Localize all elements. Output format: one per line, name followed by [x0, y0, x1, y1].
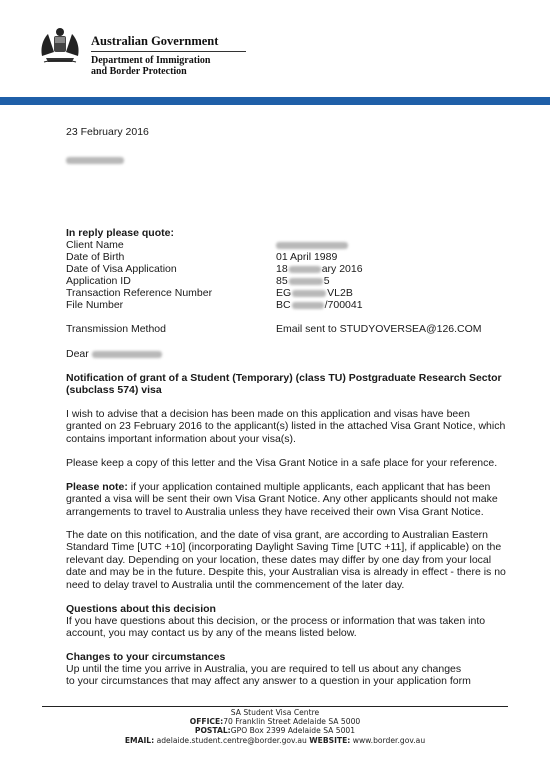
addressee-redacted — [66, 154, 124, 166]
paragraph-changes-line-2: to your circumstances that may affect any answer to a question in your application form — [66, 675, 471, 687]
field-value-application-id: 85 5 — [276, 275, 330, 287]
header-divider — [91, 51, 246, 52]
reply-heading: In reply please quote: — [66, 227, 174, 239]
header-band — [0, 97, 550, 105]
field-label-file-number: File Number — [66, 299, 124, 311]
paragraph-changes-line-1: Up until the time you arrive in Australia, you are required to tell us about any changes — [66, 663, 462, 675]
field-value-dob: 01 April 1989 — [276, 251, 338, 263]
heading-changes: Changes to your circumstances — [66, 651, 226, 663]
paragraph-please-note: Please note: if your application contained multiple applicants, each applicant that has been granted a visa will be sent their own Visa Grant Notice. Any other applicants should not make arrangements to travel to Australia unless they have received their own Visa Grant Notice. — [66, 481, 498, 518]
field-value-client-name — [276, 239, 348, 251]
field-value-application-date: 18 ary 2016 — [276, 263, 363, 275]
field-label-dob: Date of Birth — [66, 251, 125, 263]
footer-postal: POSTAL:GPO Box 2399 Adelaide SA 5001 — [194, 726, 356, 736]
letter-date: 23 February 2016 — [66, 126, 149, 138]
heading-questions: Questions about this decision — [66, 603, 216, 615]
paragraph-date-notice: The date on this notification, and the date of visa grant, are according to Australian Eastern Standard Time [UTC +10] (incorporating Daylight Saving Time [UTC +11], if applicable) on the relevant day. Depending on your location, these dates may differ by one day from your local date and may be in the future. Despite this, your Australian visa is already in effect - there is no need to delay travel to Australia until the commencement of the later day. — [66, 529, 506, 591]
field-value-file-number: BC /700041 — [276, 299, 363, 311]
transmission-value: Email sent to STUDYOVERSEA@126.COM — [276, 323, 482, 335]
government-name: Australian Government — [91, 34, 219, 48]
footer-email-link[interactable]: adelaide.student.centre@border.gov.au — [154, 735, 310, 745]
subject-heading: Notification of grant of a Student (Temporary) (class TU) Postgraduate Research Sector (subclass 574) visa — [66, 372, 502, 397]
transmission-label: Transmission Method — [66, 323, 166, 335]
footer-contact — [0, 708, 550, 745]
field-label-application-date: Date of Visa Application — [66, 263, 177, 275]
paragraph-decision: I wish to advise that a decision has been made on this application and visas have been granted on 23 February 2016 to the applicant(s) listed in the attached Visa Grant Notice, which contains important information about your visa(s). — [66, 408, 506, 445]
coat-of-arms-icon — [36, 26, 84, 66]
salutation: Dear — [66, 348, 162, 360]
footer-office: OFFICE:70 Franklin Street Adelaide SA 5000 — [189, 717, 361, 727]
footer-email-website: EMAIL: adelaide.student.centre@border.gov.au WEBSITE: www.border.gov.au — [124, 735, 426, 745]
field-label-application-id: Application ID — [66, 275, 131, 287]
department-line-1: Department of Immigration — [91, 55, 211, 66]
footer-website-link[interactable]: www.border.gov.au — [350, 735, 426, 745]
field-label-client-name: Client Name — [66, 239, 124, 251]
paragraph-keep-copy: Please keep a copy of this letter and the Visa Grant Notice in a safe place for your reference. — [66, 457, 498, 469]
paragraph-questions: If you have questions about this decision, or the process or information that was taken into account, you may contact us by any of the means listed below. — [66, 615, 486, 640]
field-label-transaction-ref: Transaction Reference Number — [66, 287, 213, 299]
department-line-2: and Border Protection — [91, 66, 187, 77]
field-value-transaction-ref: EG VL2B — [276, 287, 353, 299]
footer-divider — [42, 706, 508, 707]
footer-centre-name: SA Student Visa Centre — [230, 708, 320, 717]
